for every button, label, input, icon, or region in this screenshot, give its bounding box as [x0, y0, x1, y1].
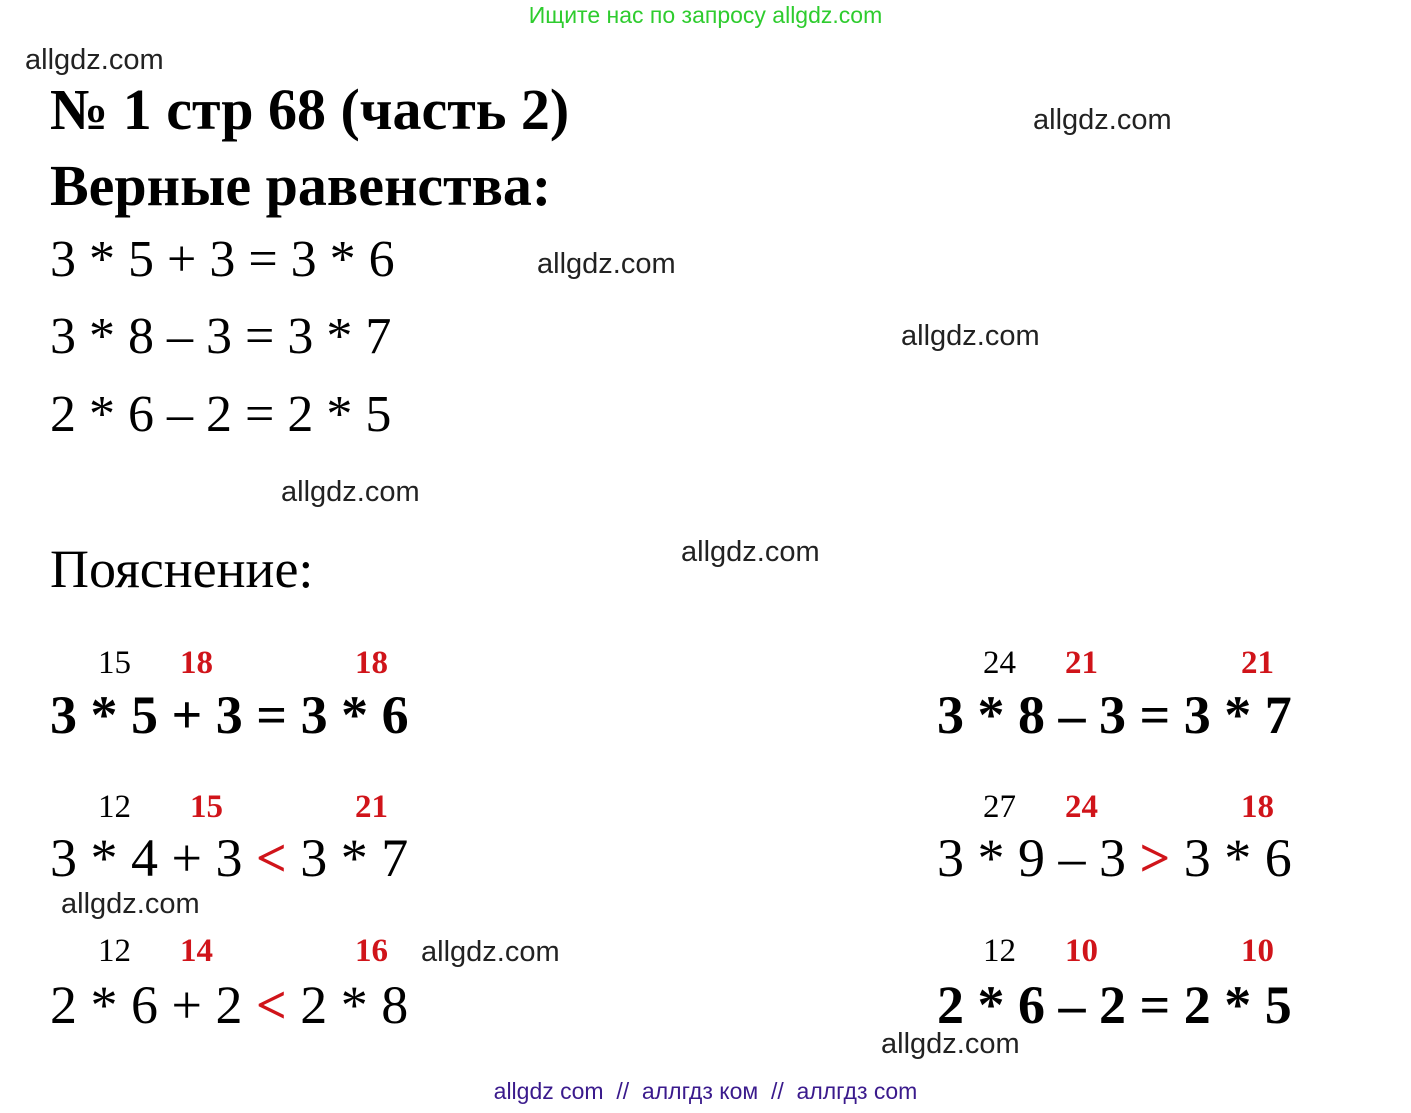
equality-line: 2 * 6 – 2 = 2 * 5: [50, 386, 392, 443]
intermediate-value: 12: [983, 933, 1016, 969]
expression-row: [50, 974, 408, 1036]
watermark: allgdz.com: [281, 476, 420, 508]
intermediate-value: 12: [98, 933, 131, 969]
watermark: allgdz.com: [681, 536, 820, 568]
watermark: allgdz.com: [901, 320, 1040, 352]
top-banner: Ищите нас по запросу allgdz.com: [528, 2, 883, 28]
expression-rhs: 3 * 6: [300, 685, 409, 745]
explanation-label: Пояснение:: [50, 539, 314, 599]
footer: allgdz com // аллгдз ком // аллгдз com: [493, 1078, 918, 1104]
intermediate-value: 15: [98, 645, 131, 681]
result-value: 10: [1065, 933, 1098, 969]
comparison-sign: >: [1139, 828, 1171, 888]
equality-line: 3 * 8 – 3 = 3 * 7: [50, 308, 392, 365]
expression-lhs: 3 * 9 – 3: [937, 828, 1126, 888]
intermediate-value: 27: [983, 789, 1016, 825]
expression-row: [937, 684, 1292, 746]
result-value: 18: [355, 645, 388, 681]
expression-rhs: 2 * 8: [300, 975, 409, 1035]
expression-lhs: 3 * 4 + 3: [50, 828, 243, 888]
expression-lhs: 3 * 8 – 3: [937, 685, 1126, 745]
expression-lhs: 3 * 5 + 3: [50, 685, 243, 745]
result-value: 21: [1065, 645, 1098, 681]
comparison-sign: <: [255, 975, 287, 1035]
intermediate-value: 24: [983, 645, 1016, 681]
watermark: allgdz.com: [25, 44, 164, 76]
result-value: 16: [355, 933, 388, 969]
expression-row: [937, 827, 1292, 889]
result-value: 18: [180, 645, 213, 681]
expression-rhs: 3 * 7: [300, 828, 409, 888]
comparison-sign: =: [256, 685, 288, 745]
expression-lhs: 2 * 6 + 2: [50, 975, 243, 1035]
expression-rhs: 3 * 7: [1183, 685, 1292, 745]
result-value: 10: [1241, 933, 1274, 969]
result-value: 18: [1241, 789, 1274, 825]
result-value: 24: [1065, 789, 1098, 825]
page-title: № 1 стр 68 (часть 2): [50, 77, 570, 142]
result-value: 21: [1241, 645, 1274, 681]
watermark: allgdz.com: [537, 248, 676, 280]
comparison-sign: =: [1139, 685, 1171, 745]
result-value: 14: [180, 933, 213, 969]
expression-rhs: 2 * 5: [1183, 975, 1292, 1035]
watermark: allgdz.com: [1033, 104, 1172, 136]
expression-row: [937, 974, 1292, 1036]
expression-row: [50, 827, 408, 889]
equality-line: 3 * 5 + 3 = 3 * 6: [50, 231, 395, 288]
watermark: allgdz.com: [881, 1028, 1020, 1060]
section-heading: Верные равенства:: [50, 153, 552, 218]
comparison-sign: <: [255, 828, 287, 888]
expression-row: [50, 684, 409, 746]
intermediate-value: 12: [98, 789, 131, 825]
comparison-sign: =: [1139, 975, 1171, 1035]
result-value: 15: [190, 789, 223, 825]
watermark: allgdz.com: [421, 936, 560, 968]
watermark: allgdz.com: [61, 888, 200, 920]
expression-lhs: 2 * 6 – 2: [937, 975, 1126, 1035]
expression-rhs: 3 * 6: [1183, 828, 1292, 888]
result-value: 21: [355, 789, 388, 825]
